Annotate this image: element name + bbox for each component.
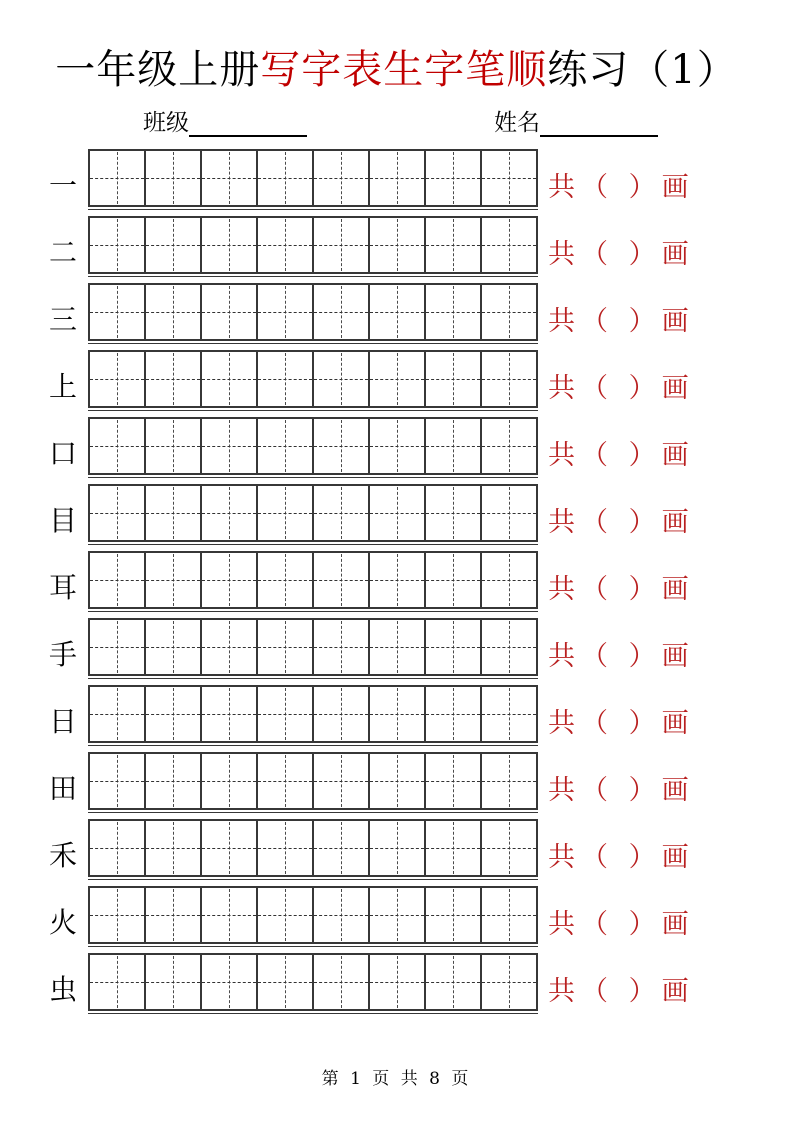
character-label: 虫 xyxy=(48,972,77,1006)
practice-row xyxy=(38,416,793,479)
grid-cell xyxy=(146,218,202,272)
grid-cell xyxy=(370,218,426,272)
stroke-count-label: 共（ ）画 xyxy=(548,507,695,538)
grid-cell xyxy=(90,486,146,540)
character-label: 二 xyxy=(48,235,77,269)
grid-cell xyxy=(146,486,202,540)
grid-cell xyxy=(426,419,482,473)
grid-cell xyxy=(202,553,258,607)
grid-cell xyxy=(314,687,370,741)
practice-row xyxy=(38,483,793,546)
grid-cells xyxy=(88,417,538,475)
stroke-count-label: 共（ ）画 xyxy=(548,239,695,270)
grid-cell xyxy=(202,486,258,540)
name-label: 姓名 xyxy=(494,110,540,136)
grid-cells xyxy=(88,953,538,1011)
title-part-2: 练习（1） xyxy=(547,47,738,93)
practice-rows xyxy=(38,148,793,1015)
stroke-count-label: 共（ ）画 xyxy=(548,172,695,203)
writing-grid xyxy=(88,953,538,1014)
class-label: 班级 xyxy=(143,110,189,136)
grid-cell xyxy=(146,955,202,1009)
grid-cell xyxy=(146,553,202,607)
grid-cell xyxy=(314,151,370,205)
grid-cell xyxy=(146,620,202,674)
grid-cell xyxy=(426,486,482,540)
grid-cells xyxy=(88,149,538,207)
grid-cell xyxy=(426,955,482,1009)
grid-cell xyxy=(258,687,314,741)
grid-cell xyxy=(314,285,370,339)
grid-cell xyxy=(482,218,536,272)
grid-cell xyxy=(146,285,202,339)
stroke-count-label: 共（ ）画 xyxy=(548,775,695,806)
grid-cell xyxy=(426,687,482,741)
grid-cell xyxy=(258,352,314,406)
stroke-count-label: 共（ ）画 xyxy=(548,574,695,605)
grid-cell xyxy=(202,955,258,1009)
grid-cell xyxy=(202,218,258,272)
writing-grid xyxy=(88,819,538,880)
character-label: 火 xyxy=(48,905,77,939)
grid-cell xyxy=(90,352,146,406)
grid-cell xyxy=(202,151,258,205)
grid-cell xyxy=(482,352,536,406)
practice-row xyxy=(38,550,793,613)
grid-cell xyxy=(426,553,482,607)
grid-cell xyxy=(314,486,370,540)
grid-cell xyxy=(482,888,536,942)
grid-cell xyxy=(258,888,314,942)
grid-cell xyxy=(90,687,146,741)
character-label: 禾 xyxy=(48,838,77,872)
grid-cells xyxy=(88,819,538,877)
grid-cell xyxy=(258,419,314,473)
grid-cell xyxy=(314,955,370,1009)
name-field xyxy=(494,104,658,137)
grid-cell xyxy=(482,821,536,875)
stroke-count-label: 共（ ）画 xyxy=(548,373,695,404)
grid-cell xyxy=(202,419,258,473)
grid-cell xyxy=(90,754,146,808)
grid-cell xyxy=(90,955,146,1009)
grid-cells xyxy=(88,216,538,274)
writing-grid xyxy=(88,417,538,478)
grid-cell xyxy=(426,218,482,272)
grid-cell xyxy=(482,419,536,473)
grid-cells xyxy=(88,350,538,408)
grid-cell xyxy=(370,620,426,674)
grid-cell xyxy=(482,620,536,674)
practice-row xyxy=(38,818,793,881)
grid-cell xyxy=(202,285,258,339)
grid-cell xyxy=(202,352,258,406)
grid-cell xyxy=(202,687,258,741)
grid-cell xyxy=(146,754,202,808)
grid-cell xyxy=(314,352,370,406)
character-label: 手 xyxy=(48,637,77,671)
grid-cell xyxy=(482,687,536,741)
grid-cell xyxy=(90,419,146,473)
practice-row xyxy=(38,617,793,680)
grid-cell xyxy=(146,151,202,205)
practice-row xyxy=(38,751,793,814)
writing-grid xyxy=(88,886,538,947)
grid-cell xyxy=(258,620,314,674)
grid-cell xyxy=(426,620,482,674)
page-title xyxy=(0,46,793,94)
character-label: 三 xyxy=(48,302,77,336)
grid-cell xyxy=(482,285,536,339)
grid-cell xyxy=(90,888,146,942)
practice-row xyxy=(38,215,793,278)
writing-grid xyxy=(88,618,538,679)
writing-grid xyxy=(88,283,538,344)
stroke-count-label: 共（ ）画 xyxy=(548,641,695,672)
character-label: 一 xyxy=(48,168,77,202)
character-label: 田 xyxy=(48,771,77,805)
title-highlight: 写字表生字笔顺 xyxy=(260,47,548,93)
writing-grid xyxy=(88,551,538,612)
grid-cell xyxy=(90,218,146,272)
grid-cell xyxy=(146,419,202,473)
page-footer: 第 1 页 共 8 页 xyxy=(321,1069,472,1089)
grid-cell xyxy=(90,821,146,875)
grid-cell xyxy=(90,553,146,607)
grid-cell xyxy=(370,754,426,808)
grid-cell xyxy=(202,620,258,674)
grid-cell xyxy=(370,553,426,607)
grid-cell xyxy=(314,888,370,942)
grid-cell xyxy=(258,486,314,540)
grid-cells xyxy=(88,283,538,341)
practice-row xyxy=(38,148,793,211)
writing-grid xyxy=(88,216,538,277)
grid-cell xyxy=(146,687,202,741)
writing-grid xyxy=(88,149,538,210)
grid-cells xyxy=(88,685,538,743)
class-field xyxy=(143,104,307,137)
grid-cell xyxy=(370,955,426,1009)
stroke-count-label: 共（ ）画 xyxy=(548,909,695,940)
stroke-count-label: 共（ ）画 xyxy=(548,440,695,471)
grid-cell xyxy=(426,754,482,808)
grid-cell xyxy=(202,888,258,942)
practice-row xyxy=(38,952,793,1015)
character-label: 上 xyxy=(48,369,77,403)
grid-cell xyxy=(426,888,482,942)
stroke-count-label: 共（ ）画 xyxy=(548,306,695,337)
grid-cell xyxy=(90,620,146,674)
grid-cell xyxy=(90,151,146,205)
grid-cell xyxy=(146,821,202,875)
grid-cell xyxy=(314,218,370,272)
practice-row xyxy=(38,282,793,345)
grid-cell xyxy=(370,888,426,942)
grid-cell xyxy=(90,285,146,339)
grid-cell xyxy=(370,352,426,406)
name-underline xyxy=(540,111,658,137)
writing-grid xyxy=(88,484,538,545)
character-label: 目 xyxy=(48,503,77,537)
grid-cell xyxy=(314,419,370,473)
grid-cell xyxy=(258,218,314,272)
stroke-count-label: 共（ ）画 xyxy=(548,708,695,739)
writing-grid xyxy=(88,350,538,411)
grid-cell xyxy=(482,553,536,607)
writing-grid xyxy=(88,752,538,813)
grid-cells xyxy=(88,752,538,810)
grid-cell xyxy=(314,553,370,607)
grid-cell xyxy=(146,352,202,406)
grid-cell xyxy=(258,151,314,205)
grid-cell xyxy=(426,151,482,205)
grid-cell xyxy=(482,486,536,540)
grid-cell xyxy=(370,285,426,339)
stroke-count-label: 共（ ）画 xyxy=(548,842,695,873)
grid-cells xyxy=(88,551,538,609)
grid-cells xyxy=(88,484,538,542)
grid-cell xyxy=(258,821,314,875)
grid-cell xyxy=(146,888,202,942)
grid-cell xyxy=(370,687,426,741)
writing-grid xyxy=(88,685,538,746)
grid-cell xyxy=(426,821,482,875)
practice-row xyxy=(38,349,793,412)
grid-cells xyxy=(88,618,538,676)
grid-cell xyxy=(426,285,482,339)
character-label: 日 xyxy=(48,704,77,738)
character-label: 口 xyxy=(48,436,77,470)
grid-cell xyxy=(370,419,426,473)
stroke-count-label: 共（ ）画 xyxy=(548,976,695,1007)
grid-cell xyxy=(314,620,370,674)
grid-cell xyxy=(258,553,314,607)
character-label: 耳 xyxy=(48,570,77,604)
grid-cells xyxy=(88,886,538,944)
grid-cell xyxy=(482,754,536,808)
grid-cell xyxy=(314,821,370,875)
title-part-1: 一年级上册 xyxy=(55,47,261,93)
grid-cell xyxy=(314,754,370,808)
grid-cell xyxy=(482,955,536,1009)
grid-cell xyxy=(426,352,482,406)
grid-cell xyxy=(258,955,314,1009)
class-underline xyxy=(189,111,307,137)
grid-cell xyxy=(370,486,426,540)
grid-cell xyxy=(202,821,258,875)
grid-cell xyxy=(258,754,314,808)
grid-cell xyxy=(370,821,426,875)
practice-row xyxy=(38,684,793,747)
grid-cell xyxy=(202,754,258,808)
grid-cell xyxy=(370,151,426,205)
grid-cell xyxy=(258,285,314,339)
meta-line xyxy=(0,104,793,140)
practice-row xyxy=(38,885,793,948)
grid-cell xyxy=(482,151,536,205)
